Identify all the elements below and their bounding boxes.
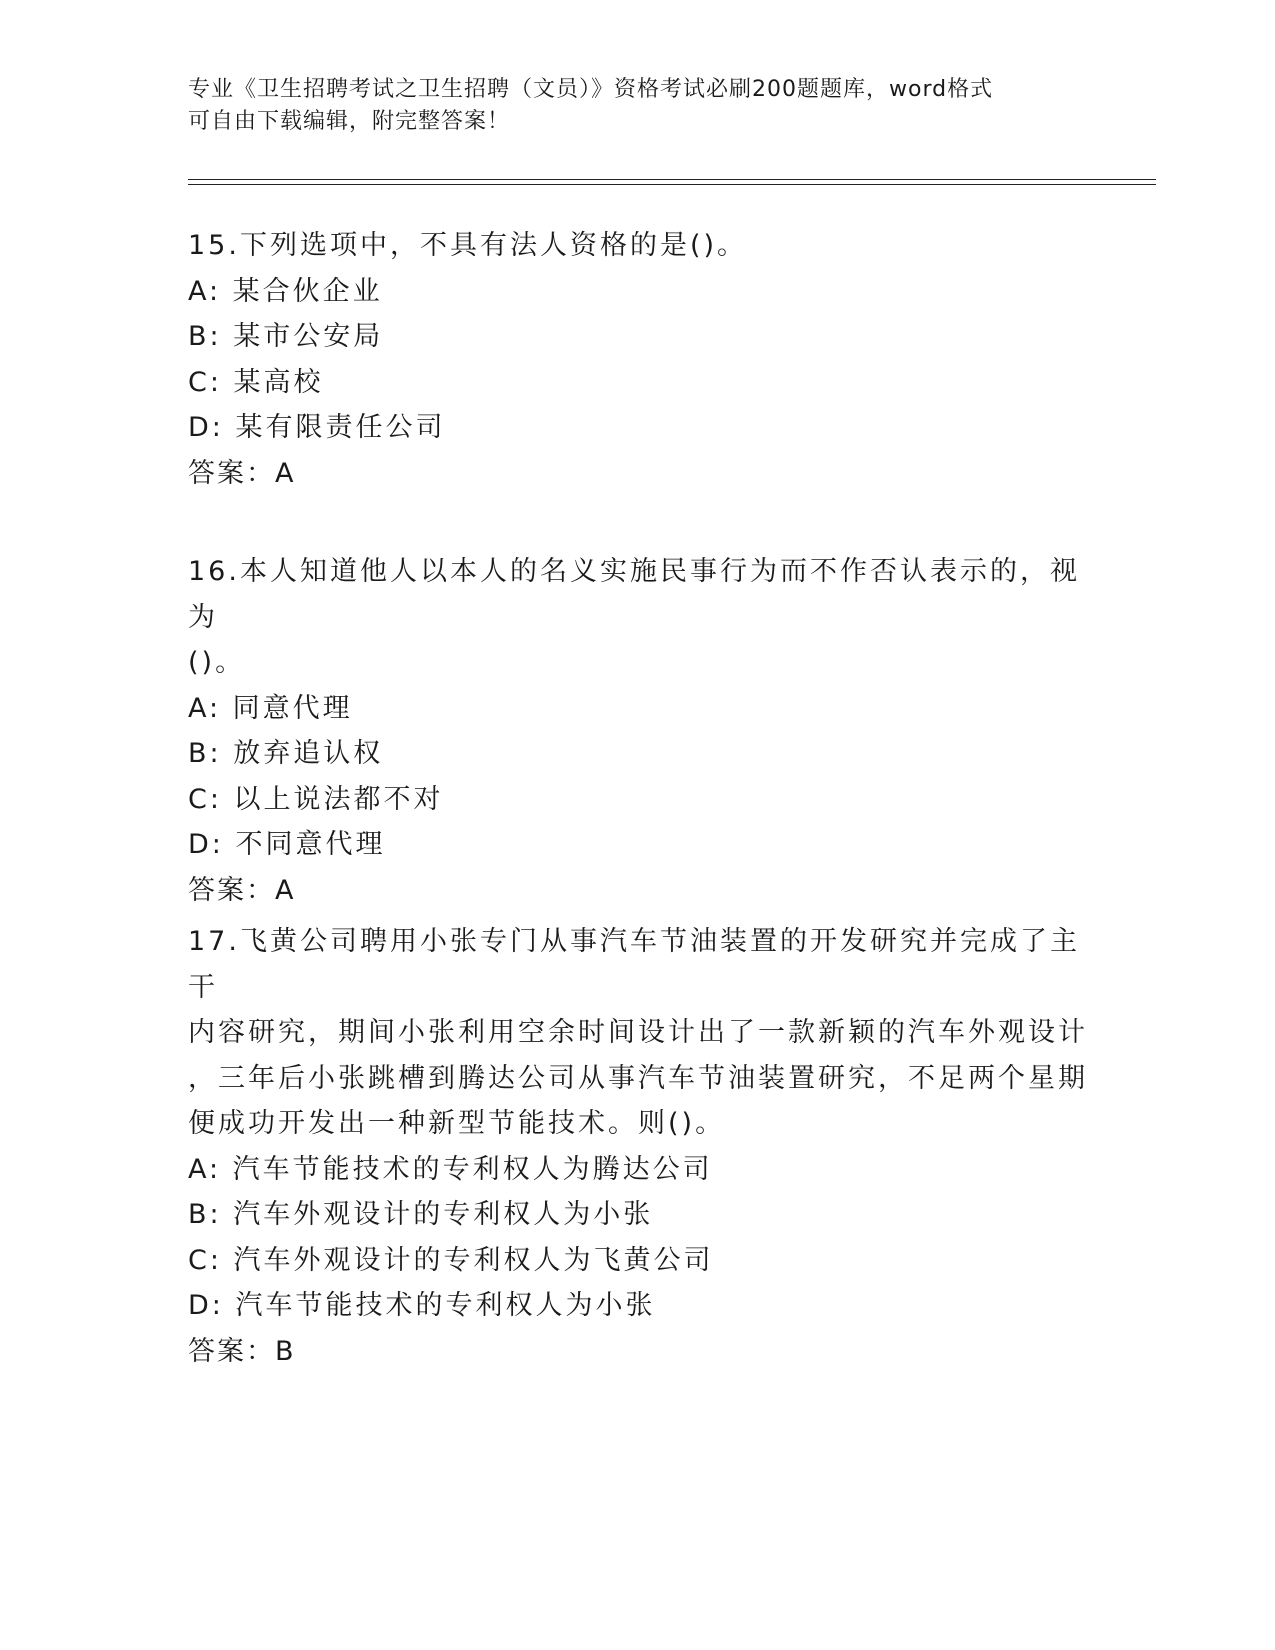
question-stem xyxy=(188,223,1088,269)
option-d: D: 不同意代理 xyxy=(188,829,386,860)
answer-value: B xyxy=(275,1335,296,1367)
stem-line: ，三年后小张跳槽到腾达公司从事汽车节油装置研究，不足两个星期 xyxy=(188,1062,1088,1094)
stem-line: 便成功开发出一种新型节能技术。则()。 xyxy=(188,1108,726,1139)
header-line-1: 专业《卫生招聘考试之卫生招聘（文员）》资格考试必刷200题题库，word格式 xyxy=(188,77,994,102)
question-17 xyxy=(188,919,1088,1374)
answer-value: A xyxy=(275,457,296,489)
question-16 xyxy=(188,549,1088,913)
question-15 xyxy=(188,223,1088,496)
stem-line: 16.本人知道他人以本人的名义实施民事行为而不作否认表示的，视为 xyxy=(188,556,1080,633)
document-header xyxy=(188,74,1068,138)
answer-line xyxy=(188,1329,1088,1375)
header-divider-bottom xyxy=(188,184,1156,185)
option-c: C: 汽车外观设计的专利权人为飞黄公司 xyxy=(188,1244,714,1276)
header-divider-top xyxy=(188,179,1156,180)
stem-line: 17.飞黄公司聘用小张专门从事汽车节油装置的开发研究并完成了主干 xyxy=(188,926,1080,1003)
stem-line: 内容研究，期间小张利用空余时间设计出了一款新颖的汽车外观设计 xyxy=(188,1017,1088,1048)
question-stem xyxy=(188,919,1088,1147)
option-b: B: 汽车外观设计的专利权人为小张 xyxy=(188,1199,654,1230)
answer-value: A xyxy=(275,874,296,906)
answer-line xyxy=(188,868,1088,914)
option-b: B: 某市公安局 xyxy=(188,321,384,352)
answer-label: 答案： xyxy=(188,1335,275,1367)
answer-label: 答案： xyxy=(188,457,275,489)
option-c: C: 以上说法都不对 xyxy=(188,783,444,815)
option-a: A: 汽车节能技术的专利权人为腾达公司 xyxy=(188,1153,713,1185)
option-d: D: 汽车节能技术的专利权人为小张 xyxy=(188,1290,656,1321)
option-b: B: 放弃追认权 xyxy=(188,738,384,769)
header-line-2: 可自由下载编辑，附完整答案！ xyxy=(188,109,511,134)
option-d: D: 某有限责任公司 xyxy=(188,412,446,443)
option-c: C: 某高校 xyxy=(188,366,324,398)
option-a: A: 某合伙企业 xyxy=(188,275,383,307)
answer-line xyxy=(188,451,1088,497)
stem-line: ()。 xyxy=(188,647,246,678)
stem-line: 15.下列选项中，不具有法人资格的是()。 xyxy=(188,230,748,261)
answer-label: 答案： xyxy=(188,874,275,906)
question-stem xyxy=(188,549,1088,686)
option-a: A: 同意代理 xyxy=(188,692,353,724)
